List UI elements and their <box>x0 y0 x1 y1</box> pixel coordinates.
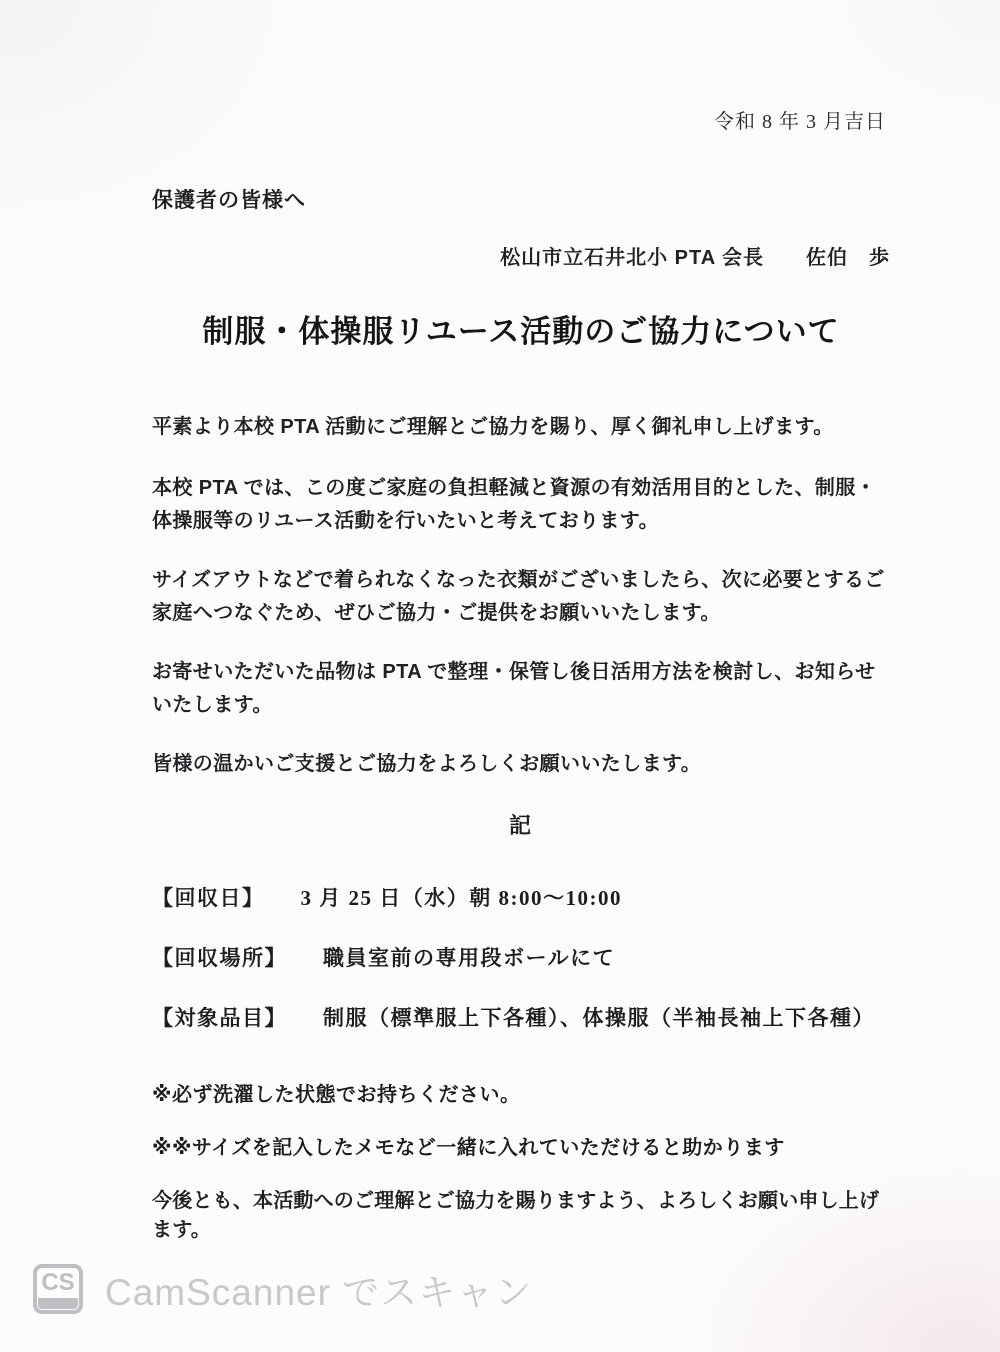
detail-collection-date <box>152 882 890 912</box>
paragraph-thanks: 皆様の温かいご支援とご協力をよろしくお願いいたします。 <box>152 753 702 775</box>
paragraph-greeting: 平素より本校 PTA 活動にご理解とご協力を賜り、厚く御礼申し上げます。 <box>152 416 834 438</box>
camscanner-watermark-label: CamScanner でスキャン <box>105 1272 533 1313</box>
note-size-memo: ※※サイズを記入したメモなど一緒に入れていただけると助かります <box>152 1137 785 1159</box>
letter-recipient: 保護者の皆様へ <box>152 189 306 212</box>
detail-target-items-label: 【対象品目】 <box>152 1006 287 1030</box>
detail-target-items <box>152 1002 890 1032</box>
camscanner-logo-bar <box>38 1298 78 1309</box>
paragraph-purpose: 本校 PTA では、この度ご家庭の負担軽減と資源の有効活用目的とした、制服・体操服等のリユース活動を行いたいと考えております。 <box>152 477 877 532</box>
camscanner-logo-icon <box>33 1264 83 1314</box>
detail-collection-date-label: 【回収日】 <box>152 886 265 910</box>
detail-collection-place-value: 職員室前の専用段ボールにて <box>323 946 616 970</box>
detail-collection-place-label: 【回収場所】 <box>152 946 287 970</box>
paragraph-request: サイズアウトなどで着られなくなった衣類がございましたら、次に必要とするご家庭へつなぐため、ぜひご協力・ご提供をお願いいたします。 <box>152 569 885 624</box>
letter-sender: 松山市立石井北小 PTA 会長 佐伯 歩 <box>500 247 890 269</box>
detail-target-items-value: 制服（標準服上下各種）、体操服（半袖長袖上下各種） <box>323 1006 875 1030</box>
detail-collection-place <box>152 942 890 972</box>
note-washed: ※必ず洗濯した状態でお持ちください。 <box>152 1084 521 1106</box>
record-marker: 記 <box>508 813 533 838</box>
camscanner-watermark <box>33 1262 532 1316</box>
paragraph-handling: お寄せいただいた品物は PTA で整理・保管し後日活用方法を検討し、お知らせいたします。 <box>152 661 876 716</box>
letter-title: 制服・体操服リユース活動のご協力について <box>202 314 840 349</box>
letter-closing: 今後とも、本活動へのご理解とご協力を賜りますよう、よろしくお願い申し上げます。 <box>152 1190 880 1241</box>
letter-date: 令和 8 年 3 月吉日 <box>714 111 886 133</box>
detail-collection-date-value: 3 月 25 日（水）朝 8:00～10:00 <box>300 886 622 910</box>
camscanner-logo-letters: CS <box>41 1269 75 1296</box>
